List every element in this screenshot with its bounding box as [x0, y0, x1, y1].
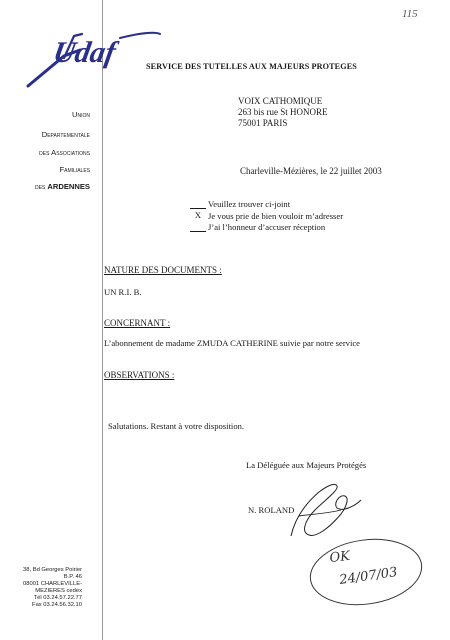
assoc-line-departementale: Departementale — [41, 130, 90, 139]
stamp-date-text: 24/07/03 — [338, 564, 399, 588]
date-line: Charleville-Mézières, le 22 juillet 2003 — [240, 166, 382, 176]
option-veuillez — [190, 199, 343, 211]
option-accuser-reception — [190, 222, 343, 234]
footer-line: 08001 CHARLEVILLE- — [23, 581, 82, 587]
assoc-line-ardennes: des ARDENNES — [34, 182, 90, 191]
concernant-heading: CONCERNANT : — [104, 318, 171, 328]
option-mark: X — [194, 209, 202, 220]
nature-heading: NATURE DES DOCUMENTS : — [104, 265, 222, 275]
recipient-name: VOIX CATHOMIQUE — [238, 96, 323, 106]
margin-rule — [102, 0, 103, 640]
nature-text: UN R.I. B. — [104, 287, 142, 297]
footer-line: Tél 03.24.57.22.77 — [33, 595, 82, 601]
salutations-text: Salutations. Restant à votre disposition. — [108, 421, 245, 431]
footer-line: Fax 03.24.56.32.10 — [32, 602, 82, 608]
service-title: SERVICE DES TUTELLES AUX MAJEURS PROTEGES — [146, 62, 357, 71]
assoc-line-familiales: Familiales — [59, 165, 90, 174]
option-mark — [190, 222, 206, 232]
ok-stamp — [306, 534, 426, 608]
footer-line: MEZIERES cedex — [35, 588, 82, 594]
signatory-name: N. ROLAND — [248, 505, 295, 515]
recipient-city: 75001 PARIS — [238, 118, 288, 128]
footer-address — [23, 567, 82, 609]
option-mark — [190, 199, 206, 209]
assoc-line-union: Union — [72, 110, 90, 119]
option-text: Je vous prie de bien vouloir m’adresser — [208, 210, 344, 221]
concernant-text: L’abonnement de madame ZMUDA CATHERINE suivie par notre service — [104, 338, 360, 348]
recipient-address — [238, 96, 328, 129]
options-list — [190, 199, 343, 234]
logo-wordmark: Udaf — [50, 35, 119, 69]
assoc-line-associations: des Associations — [39, 148, 90, 157]
stamp-ok-text: OK — [328, 548, 351, 566]
recipient-street: 263 bis rue St HONORE — [238, 107, 328, 117]
option-je-vous-prie — [190, 211, 343, 223]
footer-line: 38, Bd Georges Poirier — [23, 567, 82, 573]
udaf-logo — [24, 28, 166, 90]
footer-line: B.P. 46 — [63, 574, 82, 580]
option-text: Veuillez trouver ci-joint — [208, 199, 291, 209]
page-number: 115 — [402, 8, 418, 20]
observations-heading: OBSERVATIONS : — [104, 370, 175, 380]
signatory-title: La Déléguée aux Majeurs Protégés — [246, 460, 367, 470]
option-text: J’ai l’honneur d’accuser réception — [208, 222, 326, 232]
